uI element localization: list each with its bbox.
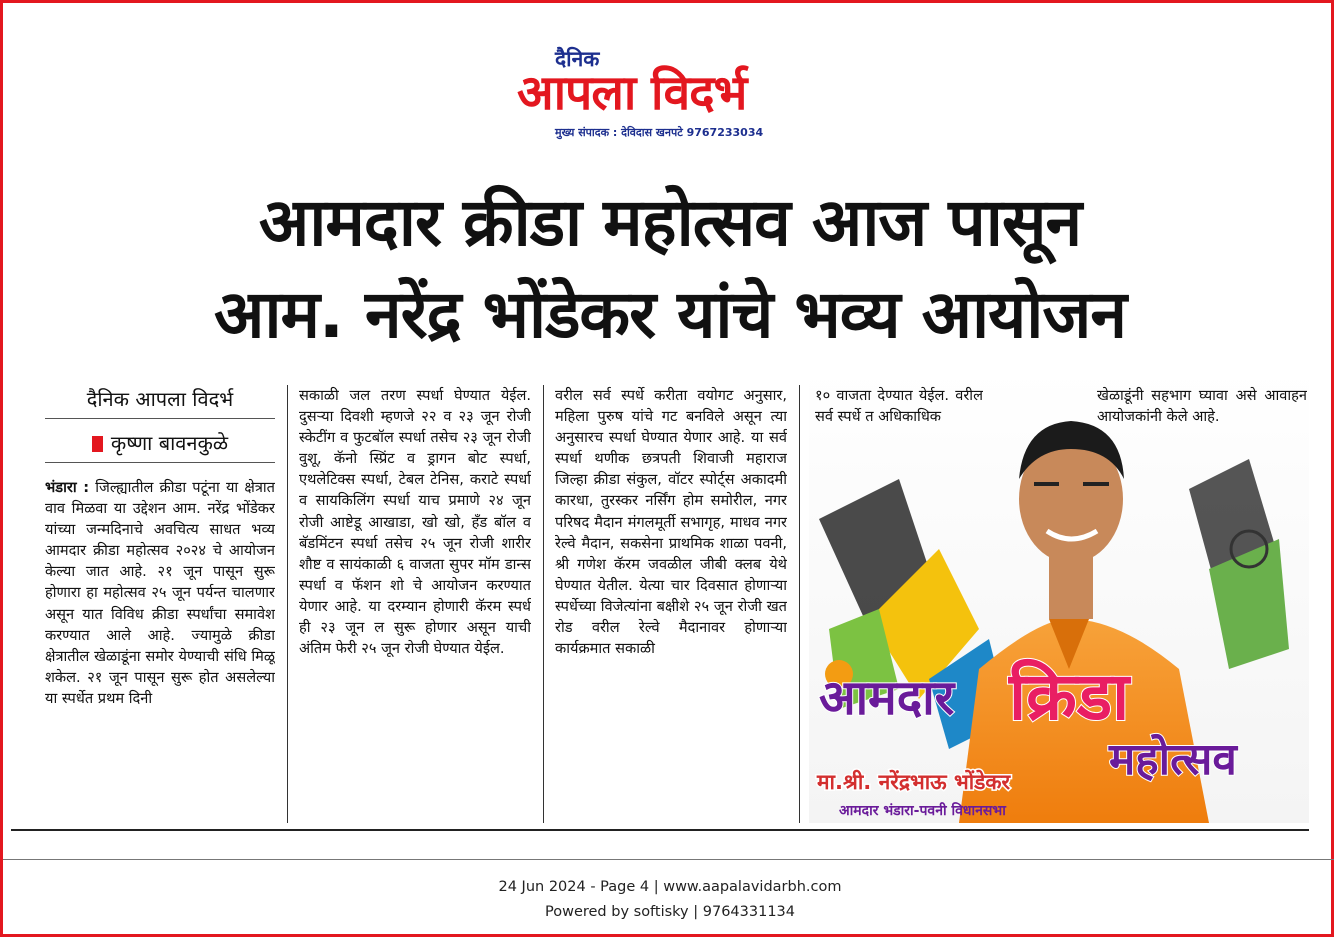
banner-designation: आमदार भंडारा-पवनी विधानसभा <box>839 803 1006 819</box>
article-column-5 <box>1097 385 1307 427</box>
article-column-1 <box>45 477 275 709</box>
author-name: कृष्णा बावनकुळे <box>110 431 229 455</box>
dateline: भंडारा : <box>45 479 90 496</box>
masthead-editor: मुख्य संपादक : देविदास खनपटे 9767233034 <box>555 126 764 139</box>
headline-line-2: आम. नरेंद्र भोंडेकर यांचे भव्य आयोजन <box>214 276 1126 353</box>
masthead-daily: दैनिक <box>555 47 600 71</box>
byline-source: दैनिक आपला विदर्भ <box>45 385 275 419</box>
column-divider <box>799 385 800 823</box>
banner-word-3: महोत्सव <box>1109 734 1237 785</box>
banner-artwork <box>809 369 1309 823</box>
article-column-2 <box>299 385 531 659</box>
column-4-text: १० वाजता देण्यात येईल. वरील सर्व स्पर्धे त अधिकाधिक <box>815 387 983 426</box>
banner-word-1: आमदार <box>819 670 955 726</box>
column-3-text: वरील सर्व स्पर्धे करीता वयोगट अनुसार, महिला पुरुष यांचे गट बनविले असून त्या अनुसारच स्पर्धा घेण्यात येणार आहे. या सर्व स्पर्धा थणीक छत्रपती शिवाजी महाराज जिल्हा क्रीडा संकुल, वॉटर स्पोर्ट्स अकादमी कारधा, तुरस्कर नर्सिंग होम समोरील, नगर परिषद मैदान मंगलमूर्ती सभागृह, माधव नगर रेल्वे मैदान, सकसेना प्राथमिक शाळा पवनी, श्री गणेश कॅरम जवळील जीबी क्लब येथे घेण्यात येतील. येत्या चार दिवसात होणाऱ्या स्पर्धेच्या विजेत्यांना बक्षीशे २५ जून रोजी खत रोड वरील रेल्वे मैदानावर होणाऱ्या कार्यक्रमात सकाळी <box>555 387 787 658</box>
column-divider <box>287 385 288 823</box>
byline-author <box>45 429 275 463</box>
byline-marker-icon <box>92 436 103 452</box>
column-5-text: खेळाडूंनी सहभाग घ्यावा असे आवाहन आयोजकांनी केले आहे. <box>1097 387 1307 426</box>
person-neck <box>1049 554 1093 619</box>
footer-powered-by: Powered by softisky | 9764331134 <box>544 904 795 920</box>
article-column-3 <box>555 385 787 659</box>
footer-date-page: 24 Jun 2024 - Page 4 | www.aapalavidarbh.com <box>498 879 842 895</box>
column-1-text: जिल्ह्यातील क्रीडा पटूंना या क्षेत्रात वाव मिळवा या उद्देशन आम. नरेंद्र भोंडेकर यांच्या जन्मदिनाचे अवचित्य साधत भव्य आमदार क्रीडा महोत्सव २०२४ चे आयोजन केल्या जात आहे. २१ जून पासून सुरू होणारा हा महोत्सव २५ जून पर्यन्त चालणार असून यात विविध क्रीडा स्पर्धांचा समावेश करण्यात आले आहे. ज्यामुळे क्रीडा क्षेत्रातील खेळाडूंना समोर येण्याची संधि मिळू शकेल. २१ जून पासून सुरू होत असलेल्या या स्पर्धेत प्रथम दिनी <box>45 479 275 707</box>
event-banner <box>809 369 1309 823</box>
bottom-rule <box>11 829 1309 831</box>
article-column-4 <box>815 385 983 427</box>
column-2-text: सकाळी जल तरण स्पर्धा घेण्यात येईल. दुसऱ्या दिवशी म्हणजे २२ व २३ जून रोजी स्केटींग व फुटबॉल स्पर्धा तसेच २३ जून रोजी वुशू, कॅनो स्प्रिंट व ड्रागन बोट स्पर्धा, एथलेटिक्स स्पर्धा, टेबल टेनिस, कराटे स्पर्धा व सायकिलिंग स्पर्धा याच प्रमाणे २४ जून रोजी आष्टेडू आखाडा, खो खो, हँड बॉल व बॅडमिंटन स्पर्धा तसेच २५ जून रोजी शारीर शौष्ट व सायंकाळी ६ वाजता सुपर मॉम डान्स स्पर्धा व फॅशन शो चे आयोजन करण्यात येणार आहे. या दरम्यान होणारी कॅरम स्पर्ध ही २३ जून ल सुरू होणार असून याची अंतिम फेरी २५ जून रोजी घेण्यात येईल. <box>299 387 531 658</box>
masthead <box>513 43 833 143</box>
footer-divider <box>3 859 1334 860</box>
banner-word-2: क्रिडा <box>1009 658 1130 735</box>
column-divider <box>543 385 544 823</box>
headline-line-1: आमदार क्रीडा महोत्सव आज पासून <box>258 184 1082 261</box>
masthead-title: आपला विदर्भ <box>517 65 747 121</box>
banner-name: मा.श्री. नरेंद्रभाऊ भोंडेकर <box>817 770 1011 794</box>
